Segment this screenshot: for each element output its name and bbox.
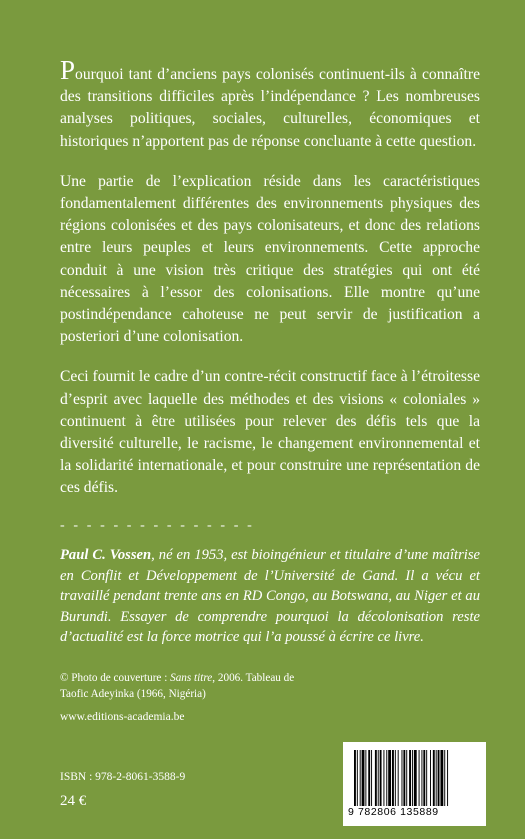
paragraph-3: Ceci fournit le cadre d’un contre-récit constructif face à l’étroitesse d’esprit avec laquelle des méthodes et des visions « coloniales » continuent à être utilisées pour relever des défis tels que la diversité culturelle, le racisme, le changement environnemental et la solidarité internationale, et pour construire une représentation de ces défis. bbox=[60, 368, 480, 497]
back-cover-text bbox=[60, 55, 480, 518]
price: 24 € bbox=[60, 793, 87, 809]
paragraph-1 bbox=[60, 55, 480, 153]
paragraph-2: Une partie de l’explication réside dans les caractéristiques fondamentalement différentes des environnements physiques des régions colonisées et des pays colonisateurs, et donc des relations entre leurs peuples et leurs environnements. Cette approche conduit à une vision très critique des stratégies qui ont été nécessaires à l’essor des colonisations. Elle montre qu’une postindépendance cahoteuse ne peut servir de justification a posteriori d’une colonisation. bbox=[60, 172, 480, 346]
barcode-digits: 9 782806 135889 bbox=[348, 806, 439, 818]
publisher-website: www.editions-academia.be bbox=[60, 711, 185, 723]
drop-cap: P bbox=[60, 55, 76, 85]
paragraph-1-text: ourquoi tant d’anciens pays colonisés continuent-ils à connaître des transitions difficiles après l’indépendance ? Les nombreuses analyses politiques, sociales, culturelles, économiques et historiques n’apportent pas de réponse concluante à cette question. bbox=[60, 66, 480, 150]
author-bio bbox=[60, 545, 480, 648]
isbn-number: ISBN : 978-2-8061-3588-9 bbox=[60, 771, 186, 783]
photo-credit-title: Sans titre bbox=[170, 672, 213, 684]
photo-credit-prefix: © Photo de couverture : bbox=[60, 672, 171, 684]
author-name: Paul C. Vossen bbox=[60, 547, 152, 563]
photo-credit bbox=[60, 670, 310, 702]
section-divider: - - - - - - - - - - - - - - - bbox=[60, 518, 255, 533]
author-bio-text: , né en 1953, est bioingénieur et titulaire d’une maîtrise en Conflit et Développement de l’Université de Gand. Il a vécu et travaillé pendant trente ans en RD Congo, au Botswana, au Niger et au Burundi. Essayer de comprendre pourquoi la décolonisation reste d’actualité est la force motrice qui l’a poussé à écrire ce livre. bbox=[60, 547, 480, 646]
barcode bbox=[343, 742, 486, 826]
photo-credit-suffix: , 2006. Tableau de Taofic Adeyinka (1966, Nigéria) bbox=[60, 672, 295, 700]
barcode-bars bbox=[354, 750, 476, 806]
